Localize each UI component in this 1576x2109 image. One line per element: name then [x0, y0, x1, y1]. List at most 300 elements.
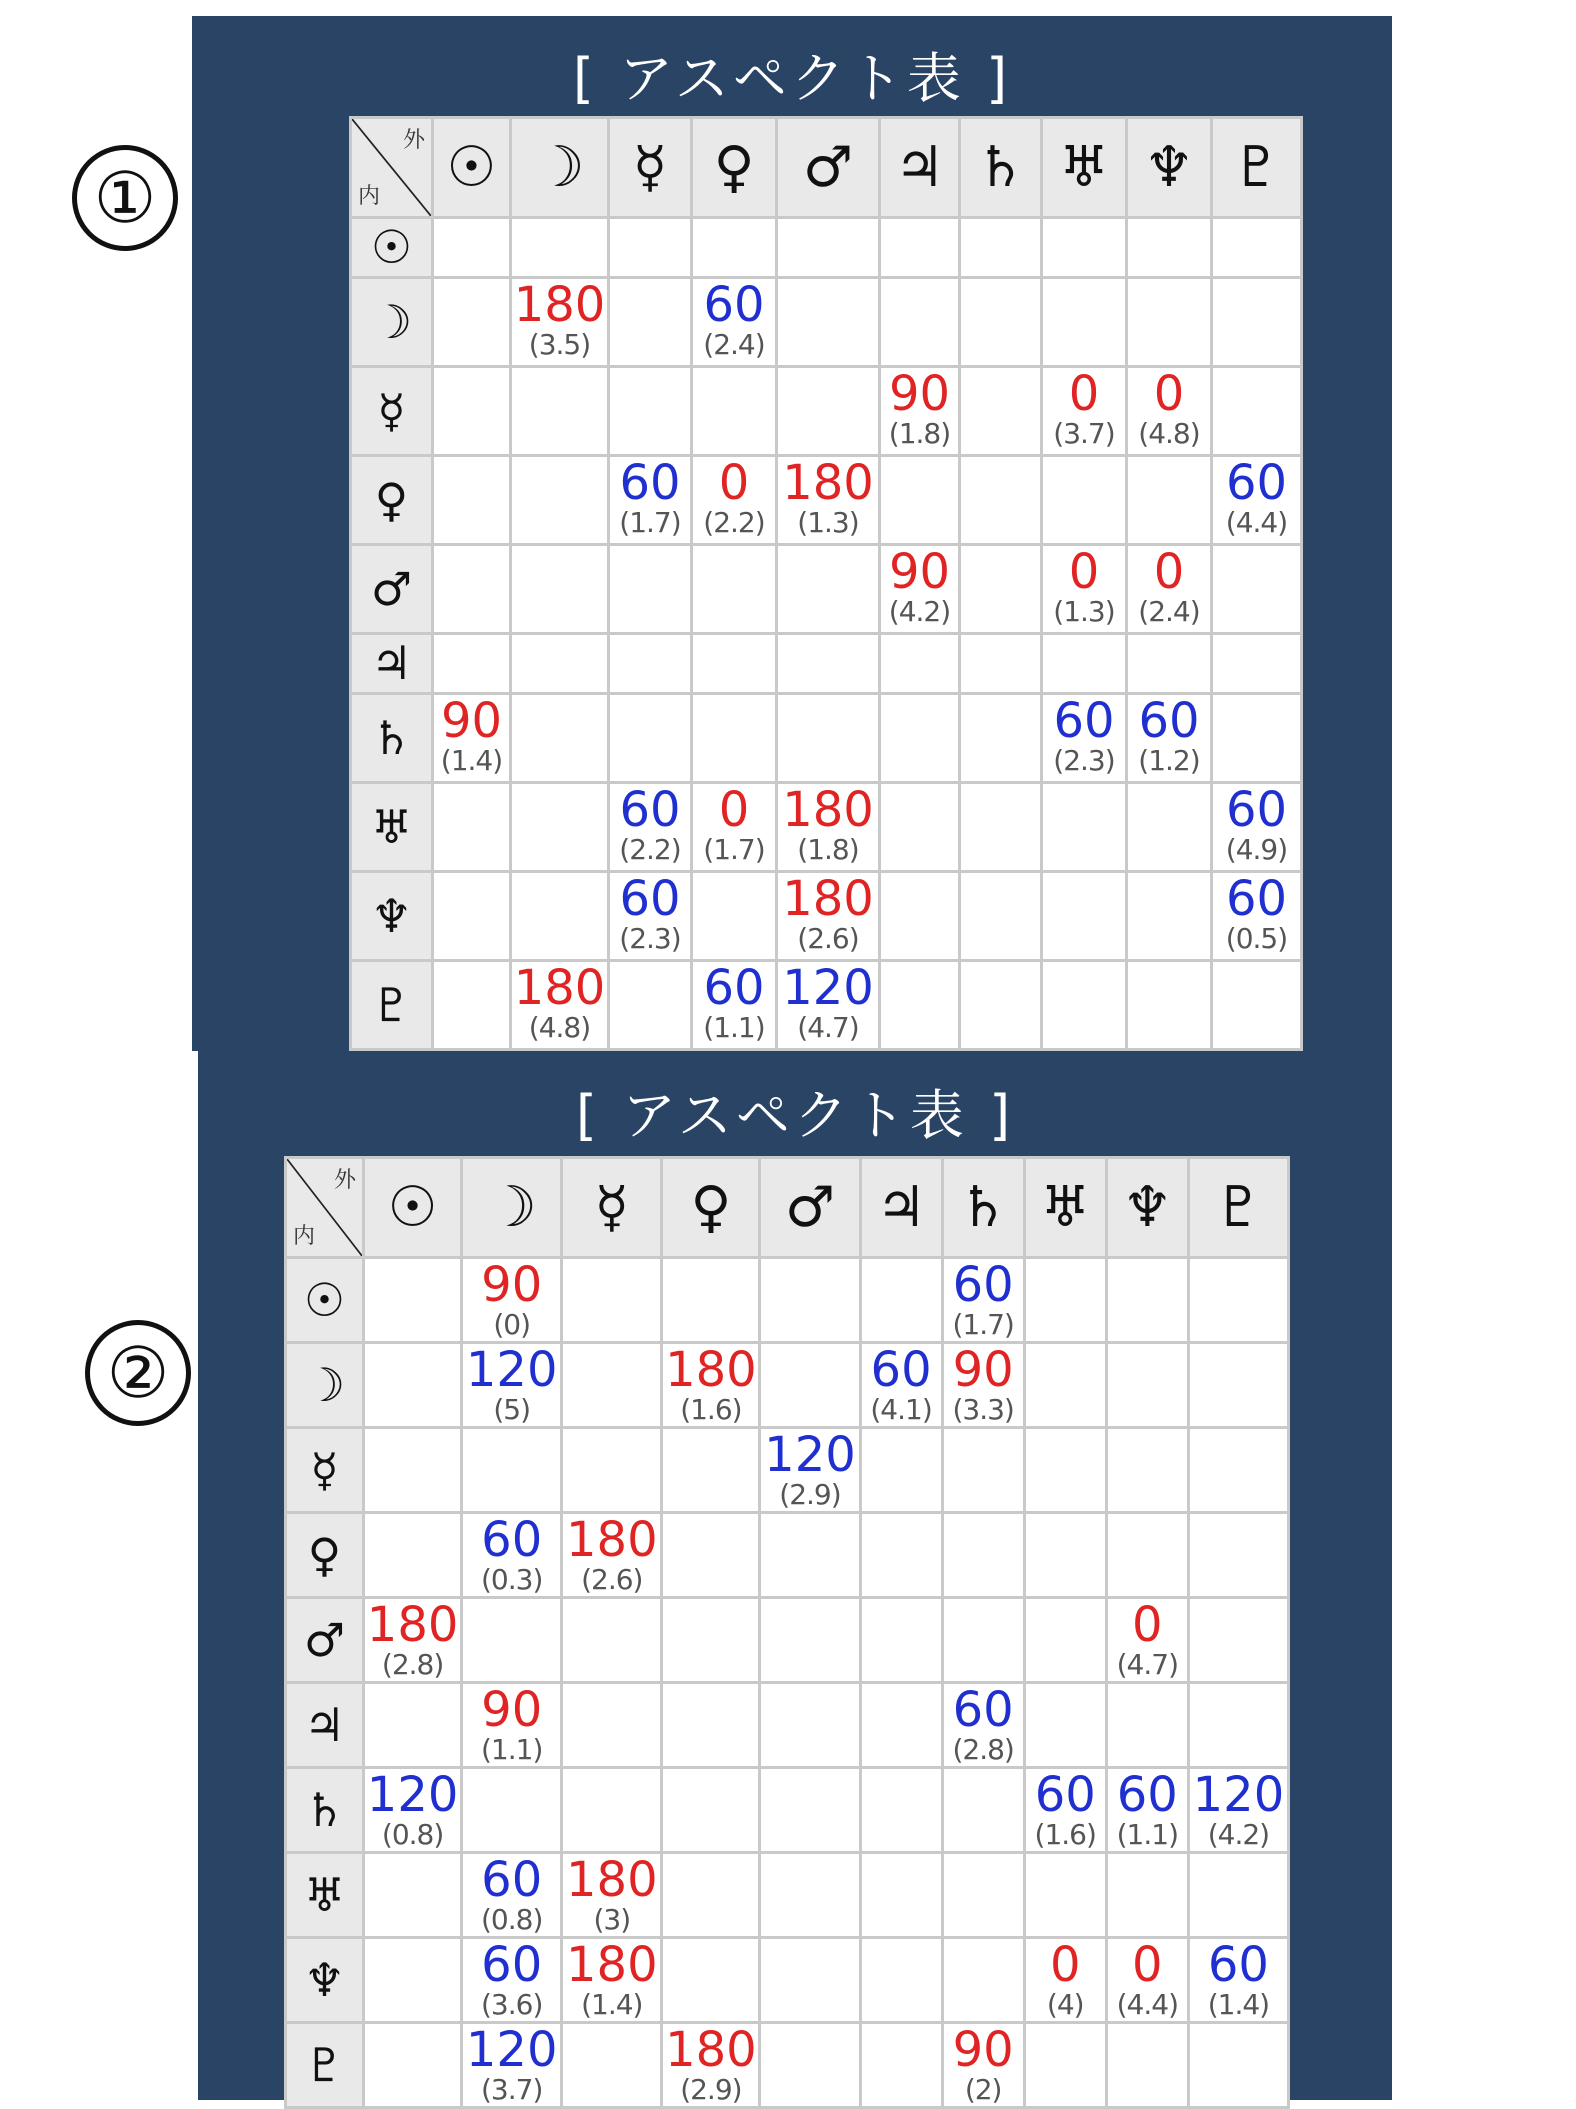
table-row: [351, 277, 1302, 366]
aspect-angle: 180: [366, 1597, 459, 1653]
aspect-cell: [1212, 782, 1302, 871]
aspect-angle: 180: [565, 1937, 658, 1993]
aspect-cell: [692, 544, 777, 633]
aspect-cell: [662, 1768, 760, 1853]
aspect-angle: 90: [952, 1342, 1014, 1398]
aspect-angle: 60: [952, 1682, 1014, 1738]
aspect-angle: 0: [1049, 1937, 1081, 1993]
aspect-panel-1: [192, 16, 1392, 1051]
row-header-planet-5: ♃: [351, 633, 433, 693]
aspect-cell: [609, 693, 692, 782]
aspect-cell: [880, 633, 960, 693]
corner-header: [351, 118, 433, 218]
aspect-orb: (2.8): [952, 1733, 1014, 1766]
aspect-cell: [511, 871, 609, 960]
aspect-orb: (0): [493, 1308, 531, 1341]
aspect-orb: (2.8): [381, 1648, 444, 1681]
aspect-angle: 180: [565, 1852, 658, 1908]
aspect-cell: [1024, 1513, 1106, 1598]
table-row: [351, 960, 1302, 1049]
col-header-planet-3: ♀: [662, 1158, 760, 1258]
aspect-cell: [1127, 633, 1212, 693]
aspect-cell: [433, 544, 511, 633]
aspect-orb: (2.6): [797, 921, 859, 955]
aspect-orb: (2.9): [680, 2073, 742, 2106]
aspect-cell: [562, 1683, 662, 1768]
aspect-cell: [860, 1768, 942, 1853]
aspect-cell: [860, 1853, 942, 1938]
aspect-orb: (3.5): [528, 327, 591, 361]
aspect-cell: [609, 218, 692, 278]
aspect-cell: [960, 218, 1042, 278]
aspect-cell: [760, 1853, 860, 1938]
row-header-planet-0: ☉: [286, 1258, 364, 1343]
aspect-cell: [760, 1938, 860, 2023]
aspect-cell: [609, 455, 692, 544]
aspect-cell: [1042, 277, 1127, 366]
aspect-cell: [511, 277, 609, 366]
aspect-cell: [942, 1768, 1024, 1853]
col-header-planet-9: ♇: [1212, 118, 1302, 218]
aspect-angle: 60: [1053, 693, 1115, 749]
col-header-planet-5: ♃: [880, 118, 960, 218]
aspect-orb: (1.1): [481, 1733, 543, 1766]
aspect-table-title-1: [ アスペクト表 ]: [572, 47, 1012, 110]
aspect-cell: [462, 1598, 562, 1683]
aspect-angle: 60: [1138, 693, 1200, 749]
aspect-cell: [1188, 1938, 1288, 2023]
aspect-cell: [777, 782, 880, 871]
aspect-cell: [1127, 366, 1212, 455]
aspect-cell: [1106, 1938, 1188, 2023]
aspect-cell: [609, 544, 692, 633]
aspect-angle: 180: [782, 455, 874, 511]
aspect-cell: [692, 277, 777, 366]
aspect-angle: 180: [782, 871, 874, 927]
col-header-planet-1: ☽: [511, 118, 609, 218]
aspect-cell: [1188, 1343, 1288, 1428]
aspect-angle: 90: [952, 2022, 1014, 2078]
aspect-cell: [1024, 1768, 1106, 1853]
aspect-cell: [760, 1513, 860, 1598]
aspect-cell: [880, 218, 960, 278]
aspect-cell: [692, 960, 777, 1049]
aspect-cell: [777, 455, 880, 544]
aspect-cell: [880, 366, 960, 455]
aspect-cell: [880, 277, 960, 366]
aspect-angle: 120: [366, 1767, 459, 1823]
aspect-cell: [860, 1513, 942, 1598]
aspect-cell: [1106, 1853, 1188, 1938]
row-header-planet-9: ♇: [351, 960, 433, 1049]
aspect-angle: 60: [481, 1937, 543, 1993]
aspect-cell: [511, 782, 609, 871]
aspect-cell: [1212, 277, 1302, 366]
table-row: [286, 1428, 1289, 1513]
aspect-orb: (4.2): [888, 594, 951, 628]
aspect-cell: [1212, 455, 1302, 544]
aspect-angle: 90: [888, 366, 951, 422]
aspect-cell: [433, 366, 511, 455]
aspect-orb: (1.8): [797, 832, 859, 866]
aspect-orb: (4.2): [1207, 1818, 1270, 1851]
aspect-cell: [1024, 1343, 1106, 1428]
aspect-cell: [1212, 960, 1302, 1049]
aspect-cell: [960, 871, 1042, 960]
aspect-cell: [692, 633, 777, 693]
aspect-angle: 90: [888, 544, 951, 600]
row-header-planet-6: ♄: [351, 693, 433, 782]
aspect-cell: [777, 871, 880, 960]
aspect-angle: 60: [1225, 782, 1288, 838]
aspect-orb: (3.7): [1053, 416, 1115, 450]
row-header-planet-5: ♃: [286, 1683, 364, 1768]
col-header-planet-4: ♂: [760, 1158, 860, 1258]
aspect-cell: [880, 544, 960, 633]
aspect-cell: [860, 1258, 942, 1343]
aspect-cell: [1042, 782, 1127, 871]
aspect-orb: (1.6): [680, 1393, 742, 1426]
aspect-cell: [960, 277, 1042, 366]
aspect-orb: (2.6): [581, 1563, 643, 1596]
aspect-cell: [1042, 960, 1127, 1049]
corner-header: [286, 1158, 364, 1258]
aspect-orb: (2.3): [619, 921, 681, 955]
row-header-planet-1: ☽: [286, 1343, 364, 1428]
table-row: [351, 633, 1302, 693]
aspect-cell: [1024, 1683, 1106, 1768]
table-row: [351, 218, 1302, 278]
aspect-angle: 60: [481, 1852, 543, 1908]
aspect-angle: 60: [481, 1512, 543, 1568]
aspect-cell: [760, 1598, 860, 1683]
aspect-cell: [942, 1853, 1024, 1938]
table-row: [286, 1513, 1289, 1598]
aspect-cell: [1188, 1853, 1288, 1938]
aspect-orb: (3.7): [481, 2073, 543, 2106]
aspect-orb: (4.8): [1138, 416, 1200, 450]
aspect-cell: [777, 218, 880, 278]
aspect-cell: [1106, 1343, 1188, 1428]
aspect-orb: (1.1): [1116, 1818, 1178, 1851]
aspect-cell: [1106, 1428, 1188, 1513]
aspect-cell: [609, 366, 692, 455]
aspect-angle: 120: [764, 1427, 856, 1483]
aspect-orb: (0.8): [481, 1903, 543, 1936]
aspect-cell: [1212, 366, 1302, 455]
aspect-cell: [942, 1683, 1024, 1768]
row-header-planet-3: ♀: [286, 1513, 364, 1598]
aspect-cell: [562, 1938, 662, 2023]
col-header-planet-3: ♀: [692, 118, 777, 218]
aspect-orb: (3.3): [952, 1393, 1014, 1426]
aspect-orb: (0.3): [481, 1563, 543, 1596]
aspect-orb: (4.4): [1225, 505, 1288, 539]
aspect-cell: [777, 960, 880, 1049]
col-header-planet-6: ♄: [942, 1158, 1024, 1258]
aspect-cell: [860, 1938, 942, 2023]
aspect-cell: [1188, 1683, 1288, 1768]
aspect-orb: (4.1): [870, 1393, 932, 1426]
aspect-cell: [942, 1598, 1024, 1683]
aspect-orb: (1.4): [440, 743, 503, 777]
aspect-cell: [562, 1768, 662, 1853]
row-header-planet-3: ♀: [351, 455, 433, 544]
section-marker-2: ②: [85, 1320, 191, 1426]
aspect-angle: 90: [481, 1257, 543, 1313]
aspect-cell: [662, 1513, 760, 1598]
col-header-planet-6: ♄: [960, 118, 1042, 218]
aspect-cell: [364, 1768, 462, 1853]
aspect-cell: [364, 1683, 462, 1768]
aspect-cell: [777, 693, 880, 782]
aspect-cell: [562, 1343, 662, 1428]
aspect-angle: 60: [1207, 1937, 1269, 1993]
aspect-cell: [511, 693, 609, 782]
aspect-cell: [880, 455, 960, 544]
aspect-cell: [364, 1513, 462, 1598]
col-header-planet-0: ☉: [433, 118, 511, 218]
aspect-cell: [662, 1683, 760, 1768]
aspect-angle: 180: [513, 960, 606, 1016]
aspect-cell: [1042, 455, 1127, 544]
aspect-cell: [562, 1598, 662, 1683]
aspect-cell: [462, 1683, 562, 1768]
aspect-cell: [462, 2023, 562, 2108]
row-header-planet-8: ♆: [286, 1938, 364, 2023]
aspect-cell: [609, 960, 692, 1049]
aspect-cell: [1188, 1598, 1288, 1683]
col-header-planet-7: ♅: [1024, 1158, 1106, 1258]
aspect-cell: [1106, 1683, 1188, 1768]
aspect-cell: [462, 1258, 562, 1343]
aspect-cell: [662, 1428, 760, 1513]
row-header-planet-8: ♆: [351, 871, 433, 960]
aspect-cell: [511, 455, 609, 544]
inner-label: 内: [358, 184, 381, 209]
aspect-cell: [692, 693, 777, 782]
aspect-angle: 60: [952, 1257, 1014, 1313]
aspect-cell: [860, 1683, 942, 1768]
aspect-cell: [960, 544, 1042, 633]
aspect-cell: [1188, 2023, 1288, 2108]
aspect-orb: (2.4): [703, 327, 765, 361]
col-header-planet-0: ☉: [364, 1158, 462, 1258]
aspect-cell: [1042, 633, 1127, 693]
aspect-orb: (2.3): [1053, 743, 1115, 777]
aspect-cell: [860, 2023, 942, 2108]
aspect-angle: 90: [481, 1682, 543, 1738]
row-header-planet-6: ♄: [286, 1768, 364, 1853]
aspect-orb: (3.6): [481, 1988, 543, 2021]
table-row: [351, 366, 1302, 455]
aspect-cell: [1024, 1938, 1106, 2023]
aspect-cell: [433, 218, 511, 278]
table-row: [286, 1683, 1289, 1768]
aspect-cell: [433, 871, 511, 960]
inner-label: 内: [293, 1224, 316, 1249]
row-header-planet-4: ♂: [286, 1598, 364, 1683]
row-header-planet-7: ♅: [351, 782, 433, 871]
aspect-angle: 60: [1116, 1767, 1178, 1823]
aspect-cell: [1188, 1768, 1288, 1853]
aspect-cell: [1127, 871, 1212, 960]
aspect-cell: [942, 1513, 1024, 1598]
aspect-table-2: [284, 1156, 1290, 2109]
aspect-cell: [609, 782, 692, 871]
col-header-planet-5: ♃: [860, 1158, 942, 1258]
aspect-cell: [511, 960, 609, 1049]
row-header-planet-9: ♇: [286, 2023, 364, 2108]
table-row: [351, 455, 1302, 544]
aspect-orb: (1.7): [952, 1308, 1014, 1341]
aspect-angle: 120: [782, 960, 874, 1016]
aspect-cell: [1106, 2023, 1188, 2108]
aspect-angle: 60: [1034, 1767, 1096, 1823]
aspect-cell: [1042, 218, 1127, 278]
aspect-angle: 180: [665, 1342, 757, 1398]
aspect-cell: [942, 1938, 1024, 2023]
aspect-cell: [462, 1853, 562, 1938]
aspect-cell: [777, 544, 880, 633]
aspect-cell: [364, 1598, 462, 1683]
aspect-angle: 0: [1068, 544, 1100, 600]
aspect-cell: [511, 633, 609, 693]
aspect-angle: 0: [1132, 1937, 1163, 1993]
aspect-cell: [760, 1768, 860, 1853]
aspect-cell: [433, 633, 511, 693]
col-header-planet-1: ☽: [462, 1158, 562, 1258]
aspect-cell: [860, 1428, 942, 1513]
aspect-cell: [462, 1768, 562, 1853]
aspect-orb: (1.2): [1138, 743, 1200, 777]
aspect-orb: (0.8): [381, 1818, 444, 1851]
aspect-cell: [562, 1513, 662, 1598]
aspect-cell: [880, 693, 960, 782]
aspect-cell: [462, 1513, 562, 1598]
aspect-angle: 0: [1068, 366, 1100, 422]
aspect-angle: 60: [619, 455, 681, 511]
aspect-orb: (1.3): [797, 505, 859, 539]
aspect-angle: 180: [513, 277, 606, 333]
aspect-orb: (0.5): [1225, 921, 1288, 955]
col-header-planet-8: ♆: [1127, 118, 1212, 218]
aspect-cell: [1212, 544, 1302, 633]
aspect-orb: (2.9): [779, 1478, 841, 1511]
aspect-orb: (1.8): [888, 416, 951, 450]
aspect-cell: [860, 1343, 942, 1428]
aspect-cell: [433, 277, 511, 366]
aspect-cell: [609, 871, 692, 960]
aspect-orb: (1.4): [1207, 1988, 1270, 2021]
aspect-cell: [662, 1598, 760, 1683]
aspect-cell: [364, 1938, 462, 2023]
aspect-cell: [1212, 218, 1302, 278]
col-header-planet-8: ♆: [1106, 1158, 1188, 1258]
aspect-cell: [942, 1428, 1024, 1513]
aspect-cell: [1188, 1428, 1288, 1513]
table-row: [286, 1938, 1289, 2023]
aspect-cell: [1042, 693, 1127, 782]
aspect-cell: [777, 633, 880, 693]
aspect-cell: [1127, 277, 1212, 366]
section-marker-1: ①: [72, 145, 178, 251]
aspect-orb: (4.4): [1116, 1988, 1178, 2021]
aspect-cell: [942, 2023, 1024, 2108]
col-header-planet-2: ☿: [609, 118, 692, 218]
aspect-cell: [1106, 1598, 1188, 1683]
aspect-orb: (1.7): [619, 505, 681, 539]
aspect-angle: 0: [718, 782, 750, 838]
aspect-cell: [777, 277, 880, 366]
aspect-angle: 60: [703, 277, 765, 333]
aspect-cell: [364, 1258, 462, 1343]
aspect-cell: [1024, 1598, 1106, 1683]
aspect-angle: 60: [619, 871, 681, 927]
aspect-cell: [609, 277, 692, 366]
aspect-cell: [760, 1258, 860, 1343]
aspect-angle: 120: [465, 2022, 558, 2078]
aspect-cell: [562, 1853, 662, 1938]
table-row: [286, 2023, 1289, 2108]
aspect-table-1: [349, 116, 1303, 1051]
aspect-cell: [511, 366, 609, 455]
aspect-cell: [692, 218, 777, 278]
aspect-orb: (4.8): [528, 1010, 591, 1044]
table-row: [351, 782, 1302, 871]
aspect-orb: (1.4): [581, 1988, 643, 2021]
aspect-cell: [960, 960, 1042, 1049]
aspect-cell: [692, 782, 777, 871]
aspect-cell: [692, 871, 777, 960]
aspect-cell: [1212, 871, 1302, 960]
aspect-cell: [1042, 871, 1127, 960]
table-row: [351, 871, 1302, 960]
aspect-orb: (1.6): [1034, 1818, 1096, 1851]
aspect-cell: [1106, 1513, 1188, 1598]
aspect-cell: [462, 1428, 562, 1513]
aspect-cell: [364, 1343, 462, 1428]
table-row: [286, 1768, 1289, 1853]
aspect-orb: (3): [593, 1903, 631, 1936]
aspect-cell: [1042, 544, 1127, 633]
aspect-cell: [1127, 693, 1212, 782]
aspect-cell: [880, 960, 960, 1049]
outer-label: 外: [402, 128, 425, 153]
aspect-cell: [1024, 1428, 1106, 1513]
aspect-angle: 120: [1192, 1767, 1285, 1823]
aspect-cell: [1106, 1768, 1188, 1853]
aspect-cell: [433, 960, 511, 1049]
aspect-cell: [960, 782, 1042, 871]
aspect-orb: (5): [493, 1393, 531, 1426]
outer-label: 外: [334, 1168, 357, 1193]
aspect-angle: 0: [1153, 366, 1185, 422]
aspect-cell: [760, 1428, 860, 1513]
row-header-planet-2: ☿: [351, 366, 433, 455]
table-row: [286, 1258, 1289, 1343]
table-row: [351, 693, 1302, 782]
aspect-cell: [880, 871, 960, 960]
aspect-cell: [562, 1258, 662, 1343]
aspect-cell: [562, 1428, 662, 1513]
row-header-planet-4: ♂: [351, 544, 433, 633]
aspect-orb: (4.7): [797, 1010, 859, 1044]
row-header-planet-0: ☉: [351, 218, 433, 278]
aspect-angle: 60: [1225, 871, 1288, 927]
aspect-angle: 180: [782, 782, 874, 838]
aspect-cell: [511, 218, 609, 278]
